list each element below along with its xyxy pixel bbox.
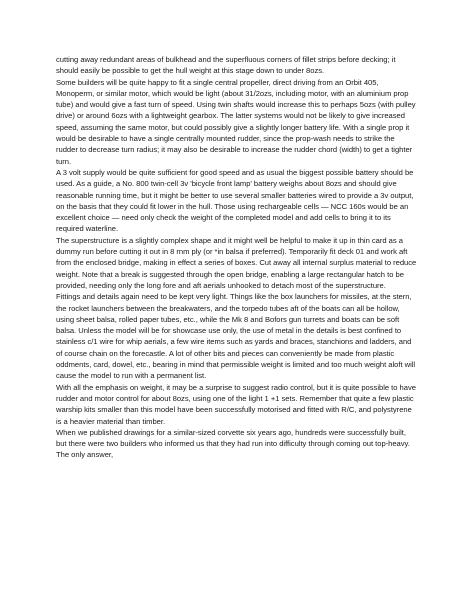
paragraph-fittings: Fittings and details again need to be kept very light. Things like the box launchers for missiles, at the stern, the rocket launchers between the breakwaters, and the torpedo tubes aft of the boats can all be hollow, using sheet balsa, rolled paper tubes, etc., while the Mk 8 and Bofors gun turrets and boats can be soft balsa. Unless the model will be for showcase use only, the use of metal in the details is best confined to stainless c/1 wire for whip aerials, a few wire items such as yards and braces, stanchions and ladders, and of course chain on the forecastle. A lot of other bits and pieces can conveniently be made from plastic oddments, card, dowel, etc., bearing in mind that permissible weight is limited and too much weight aloft will cause the model to run with a permanent list. <box>56 292 416 381</box>
document-body <box>56 54 418 461</box>
paragraph-propeller: Some builders will be quite happy to fit a single central propeller, direct driving from an Orbit 405, Monoperm, or similar motor, which would be light (about 31/2ozs, including motor, with an aluminium prop tube) and would give a fast turn of speed. Using twin shafts would increase this to perhaps 5ozs (with pulley drive) or around 6ozs with a lightweight gearbox. The latter systems would not be likely to give increased speed, assuming the same motor, but could possibly give a slightly longer battery life. With a single prop it would be desirable to have a single centrally mounted rudder, since the prop-wash needs to strike the rudder to decrease turn radius; it may also be desirable to increase the rudder chord (width) to get a tighter turn. <box>56 77 416 166</box>
paragraph-hull-weight: cutting away redundant areas of bulkhead and the superfluous corners of fillet strips before decking; it should easily be possible to get the hull weight at this stage down to under 8ozs. <box>56 55 396 76</box>
paragraph-battery: A 3 volt supply would be quite sufficient for good speed and as usual the biggest possible battery should be used. As a guide, a No. 800 twin-cell 3v 'bicycle front lamp' battery weighs about 8ozs and should give reasonable running time, but it might be better to use several smaller batteries wired to provide a 3v output, on the basis that they could fit lower in the hull. Those using rechargeable cells — NCC 160s would be an excellent choice — need only check the weight of the completed model and add cells to bring it to its required waterline. <box>56 167 414 234</box>
paragraph-superstructure: The superstructure is a slightly complex shape and it might well be helpful to make it up in thin card as a dummy run before cutting it out in 8 rnm ply (or *in balsa if preferred). Temporarily fit deck 01 and work aft from the enclosed bridge, making in effect a series of boxes. Cut away all internal surplus material to reduce weight. Note that a break is suggested through the open bridge, enabling a large rectangular hatch to be provided, needing only the long fore and aft aerials unhooked to detach most of the superstructure. <box>56 235 417 290</box>
paragraph-radio-control: With all the emphasis on weight, it may be a surprise to suggest radio control, but it is quite possible to have rudder and motor control for about 8ozs, using one of the light 1 +1 sets. Remember that quite a few plastic warship kits smaller than this model have been successfully motorised and fitted with R/C, and polystyrene is a heavier material than timber. <box>56 382 416 426</box>
paragraph-corvette: When we published drawings for a similar-sized corvette six years ago, hundreds were successfully built, but there were two builders who informed us that they had run into difficulty through coming out top-heavy. The only answer, <box>56 427 410 460</box>
